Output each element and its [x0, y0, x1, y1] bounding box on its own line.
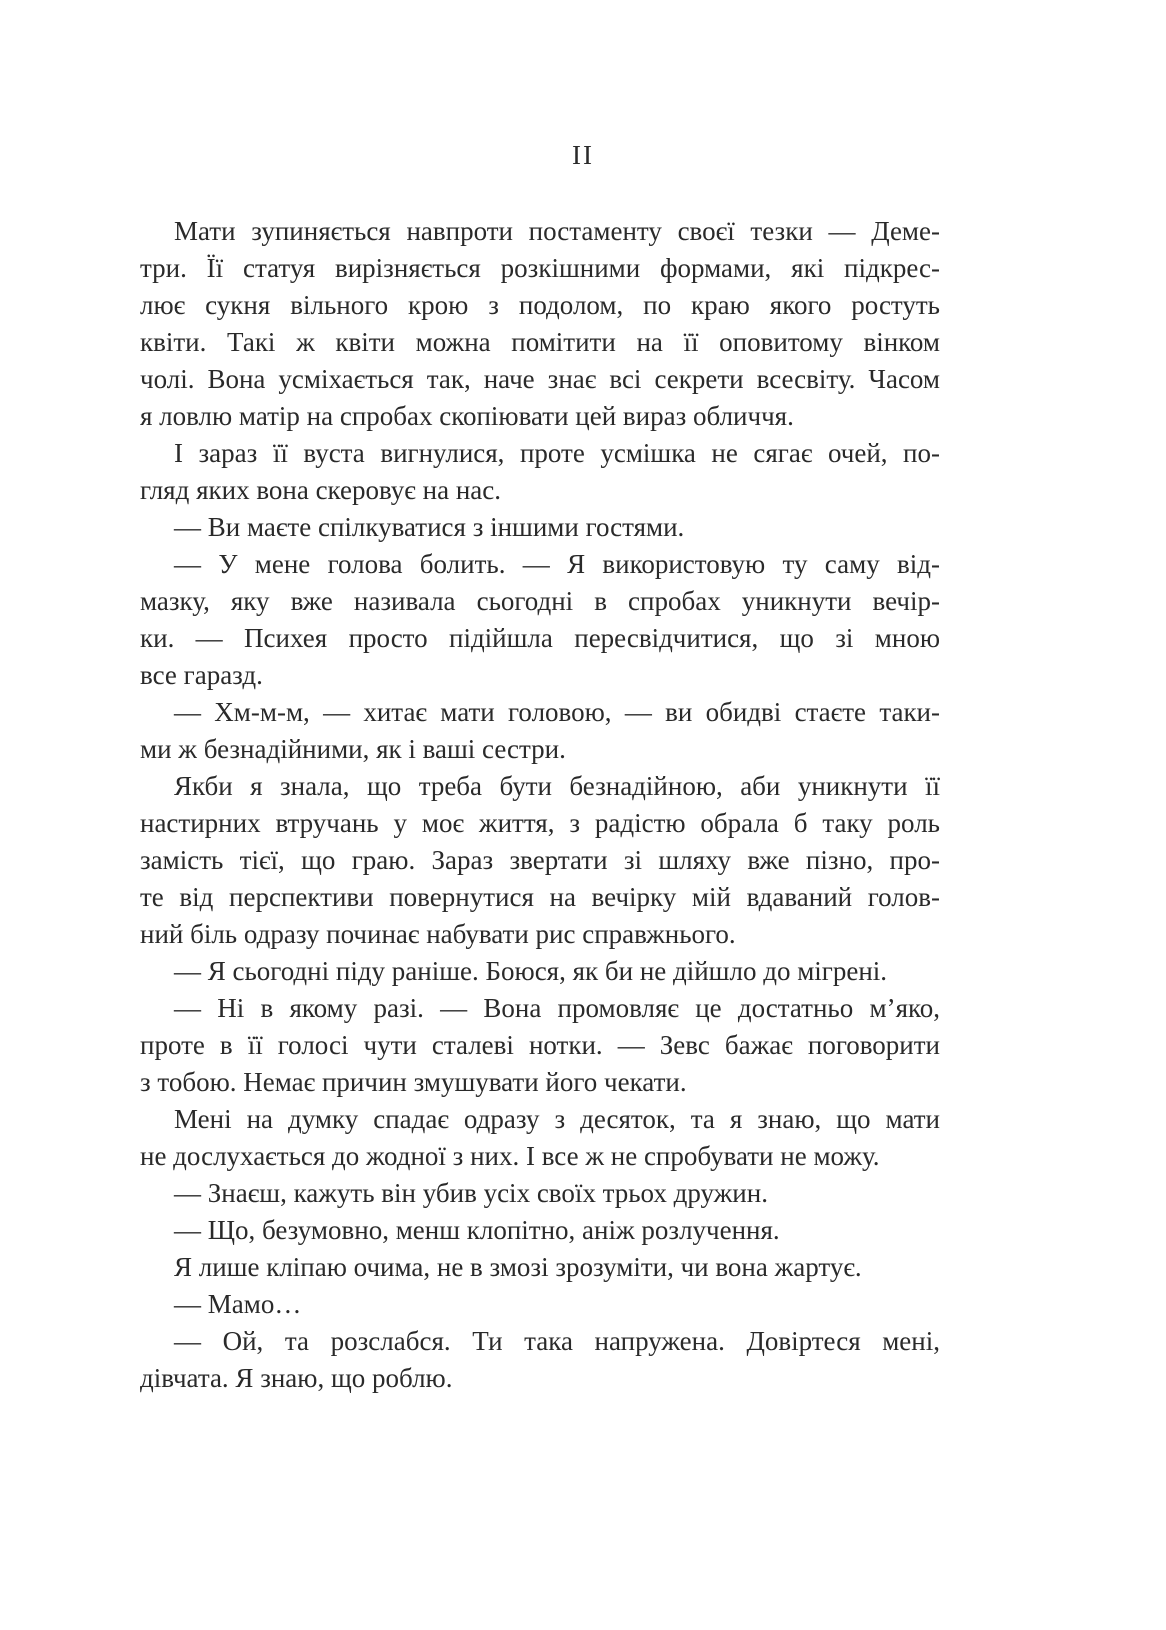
text-line: Якби я знала, що треба бути безнадійною, аби уникнути її: [174, 771, 940, 801]
text-line: все гаразд.: [140, 660, 263, 690]
text-line: те від перспективи повернутися на вечірку мій вдаваний голов-: [140, 882, 940, 912]
text-line: — У мене голова болить. — Я використовую ту саму від-: [174, 549, 940, 579]
text-line: — Хм-м-м, — хитає мати головою, — ви обидві стаєте таки-: [174, 697, 940, 727]
text-line: — Що, безумовно, менш клопітно, аніж розлучення.: [174, 1215, 780, 1245]
chapter-number: II: [572, 140, 594, 170]
text-line: ний біль одразу починає набувати рис справжнього.: [140, 919, 736, 949]
text-line: — Ви маєте спілкуватися з іншими гостями.: [174, 512, 685, 542]
text-line: Я лише кліпаю очима, не в змозі зрозуміти, чи вона жартує.: [174, 1252, 862, 1282]
text-line: ки. — Психея просто підійшла пересвідчитися, що зі мною: [140, 623, 940, 653]
text-line: квіти. Такі ж квіти можна помітити на її оповитому вінком: [140, 327, 940, 357]
text-line: замість тієї, що граю. Зараз звертати зі шляху вже пізно, про-: [140, 845, 940, 875]
body-text: [140, 213, 940, 1397]
text-line: дівчата. Я знаю, що роблю.: [140, 1363, 453, 1393]
text-line: І зараз її вуста вигнулися, проте усмішка не сягає очей, по-: [174, 438, 940, 468]
text-line: не дослухається до жодної з них. І все ж не спробувати не можу.: [140, 1141, 880, 1171]
text-line: три. Її статуя вирізняється розкішними формами, які підкрес-: [140, 253, 940, 283]
text-line: настирних втручань у моє життя, з радістю обрала б таку роль: [140, 808, 940, 838]
text-line: Мені на думку спадає одразу з десяток, та я знаю, що мати: [174, 1104, 940, 1134]
text-line: я ловлю матір на спробах скопіювати цей вираз обличчя.: [140, 401, 794, 431]
text-line: лює сукня вільного крою з подолом, по краю якого ростуть: [140, 290, 940, 320]
text-line: — Мамо…: [174, 1289, 302, 1319]
text-line: проте в її голосі чути сталеві нотки. — Зевс бажає поговорити: [140, 1030, 940, 1060]
text-line: чолі. Вона усміхається так, наче знає всі секрети всесвіту. Часом: [140, 364, 940, 394]
text-line: мазку, яку вже називала сьогодні в спробах уникнути вечір-: [140, 586, 940, 616]
text-line: Мати зупиняється навпроти постаменту своєї тезки — Деме-: [174, 216, 940, 246]
text-line: — Я сьогодні піду раніше. Боюся, як би не дійшло до мігрені.: [174, 956, 888, 986]
text-line: — Ой, та розслабся. Ти така напружена. Довіртеся мені,: [174, 1326, 940, 1356]
text-line: — Ні в якому разі. — Вона промовляє це достатньо м’яко,: [174, 993, 940, 1023]
text-line: ми ж безнадійними, як і ваші сестри.: [140, 734, 566, 764]
text-line: — Знаєш, кажуть він убив усіх своїх трьох дружин.: [174, 1178, 768, 1208]
text-line: гляд яких вона скеровує на нас.: [140, 475, 501, 505]
text-line: з тобою. Немає причин змушувати його чекати.: [140, 1067, 687, 1097]
